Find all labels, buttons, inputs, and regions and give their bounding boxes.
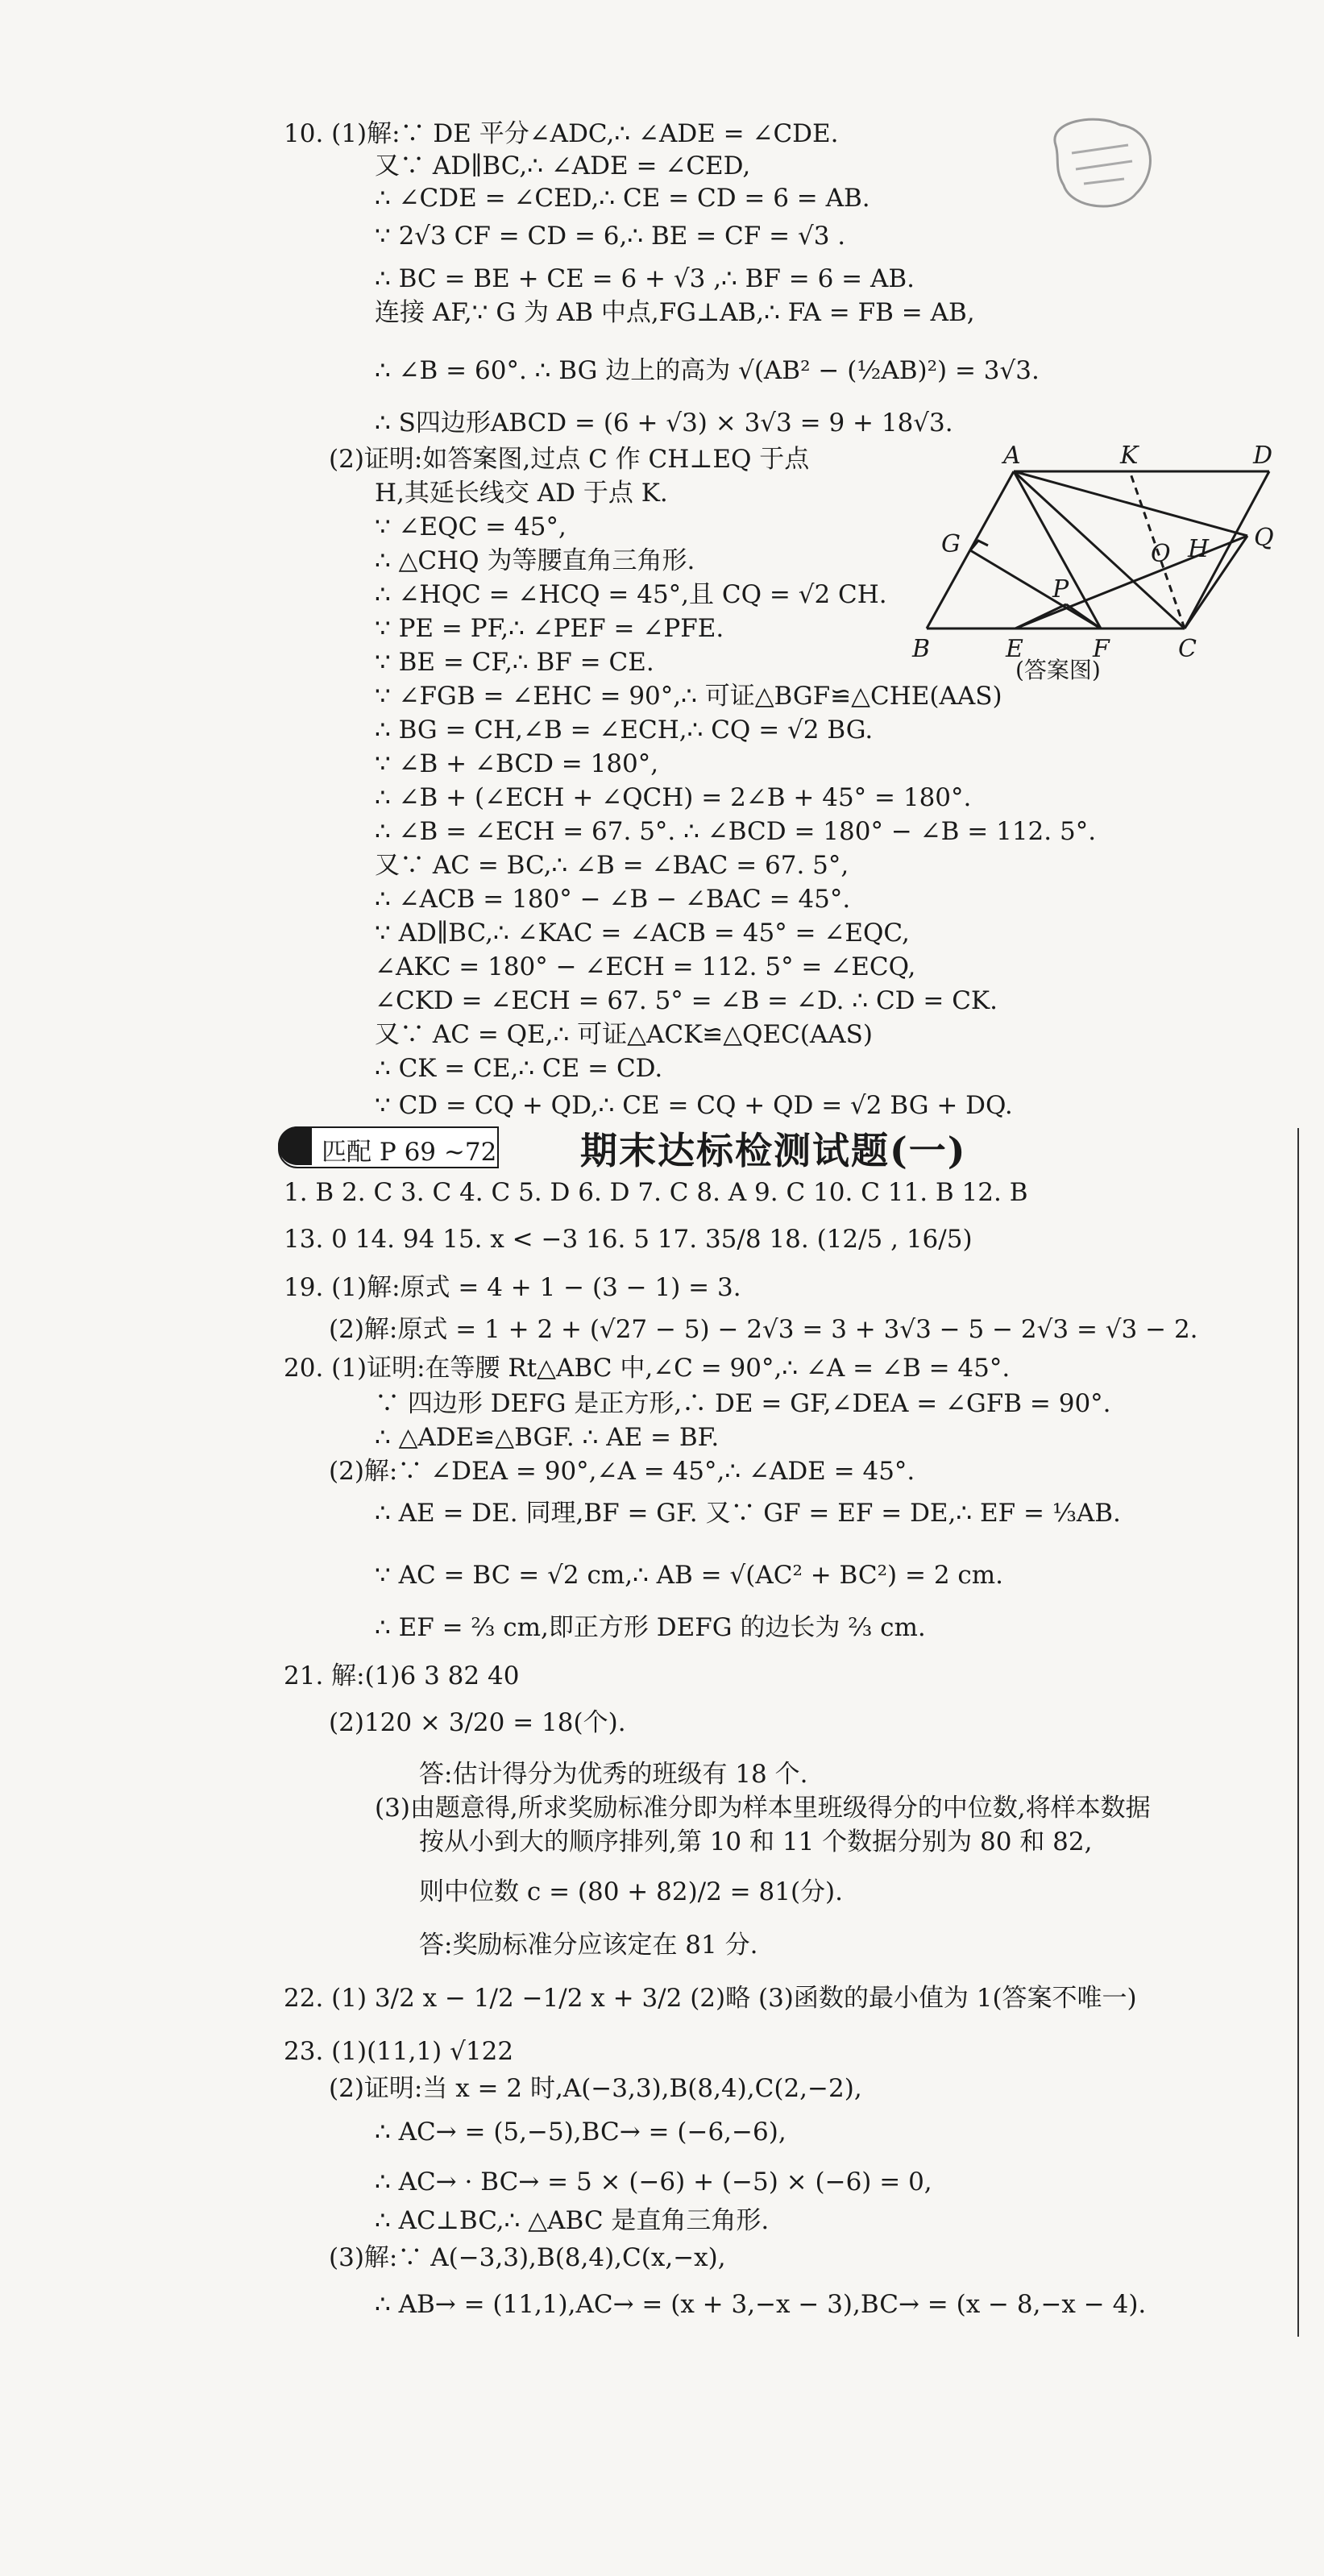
text-line: ∴ CK = CE,∴ CE = CD. [375, 1054, 663, 1083]
text-line: (2)证明:当 x = 2 时,A(−3,3),B(8,4),C(2,−2), [329, 2074, 862, 2103]
text-line: 19. (1)解:原式 = 4 + 1 − (3 − 1) = 3. [284, 1273, 741, 1302]
text-line: ∴ BG = CH,∠B = ∠ECH,∴ CQ = √2 BG. [375, 716, 874, 745]
text-line: ∴ ∠ACB = 180° − ∠B − ∠BAC = 45°. [375, 885, 851, 914]
text-line: ∵ ∠B + ∠BCD = 180°, [375, 749, 659, 778]
figure-label: F [1093, 635, 1110, 663]
text-line: (3)由题意得,所求奖励标准分即为样本里班级得分的中位数,将样本数据 [375, 1794, 1151, 1823]
text-line: ∴ AC⊥BC,∴ △ABC 是直角三角形. [375, 2206, 770, 2235]
text-line: 23. (1)(11,1) √122 [284, 2037, 514, 2066]
figure-caption: (答案图) [1015, 657, 1101, 681]
text-line: (2)解:原式 = 1 + 2 + (√27 − 5) − 2√3 = 3 + 3√3 − 5 − 2√3 = √3 − 2. [329, 1315, 1198, 1344]
figure-label: C [1178, 635, 1197, 663]
stamp-logo [1040, 113, 1160, 218]
text-line: 20. (1)证明:在等腰 Rt△ABC 中,∠C = 90°,∴ ∠A = ∠B = 45°. [284, 1354, 1011, 1383]
text-line: 又∵ AD∥BC,∴ ∠ADE = ∠CED, [375, 151, 751, 180]
figure-label: K [1120, 442, 1139, 470]
figure-label: H [1188, 535, 1210, 563]
text-line: ∠AKC = 180° − ∠ECH = 112. 5° = ∠ECQ, [375, 952, 916, 981]
text-line: H,其延长线交 AD 于点 K. [375, 479, 668, 508]
text-line: ∴ AE = DE. 同理,BF = GF. 又∵ GF = EF = DE,∴ EF = ⅓AB. [375, 1499, 1121, 1528]
text-line: ∵ 2√3 CF = CD = 6,∴ BE = CF = √3 . [375, 222, 846, 251]
text-line: ∴ ∠B + (∠ECH + ∠QCH) = 2∠B + 45° = 180°. [375, 783, 972, 812]
text-line: ∴ BC = BE + CE = 6 + √3 ,∴ BF = 6 = AB. [375, 264, 915, 293]
text-line: (3)解:∵ A(−3,3),B(8,4),C(x,−x), [329, 2243, 726, 2272]
figure-label: O [1151, 540, 1171, 568]
figure-label: D [1253, 442, 1273, 470]
text-line: ∵ AD∥BC,∴ ∠KAC = ∠ACB = 45° = ∠EQC, [375, 919, 910, 948]
text-line: 连接 AF,∵ G 为 AB 中点,FG⊥AB,∴ FA = FB = AB, [375, 298, 975, 327]
section-tag [278, 1126, 499, 1168]
text-line: ∵ ∠FGB = ∠EHC = 90°,∴ 可证△BGF≌△CHE(AAS) [375, 682, 1002, 711]
text-line: ∵ PE = PF,∴ ∠PEF = ∠PFE. [375, 614, 724, 643]
text-line: ∵ CD = CQ + QD,∴ CE = CQ + QD = √2 BG + DQ. [375, 1091, 1013, 1120]
text-line: ∴ ∠B = ∠ECH = 67. 5°. ∴ ∠BCD = 180° − ∠B = 112. 5°. [375, 817, 1097, 846]
section-tag-pill [278, 1126, 312, 1165]
section-title: 期末达标检测试题(一) [580, 1129, 967, 1172]
text-line: 10. (1)解:∵ DE 平分∠ADC,∴ ∠ADE = ∠CDE. [284, 119, 839, 148]
section-tag-text: 匹配 P 69 ~72 [322, 1138, 497, 1167]
text-line: ∴ △CHQ 为等腰直角三角形. [375, 546, 695, 575]
text-line: 21. 解:(1)6 3 82 40 [284, 1661, 520, 1690]
text-line: 答:奖励标准分应该定在 81 分. [419, 1931, 758, 1960]
text-line: ∴ AB→ = (11,1),AC→ = (x + 3,−x − 3),BC→ = (x − 8,−x − 4). [375, 2290, 1147, 2319]
text-line: 又∵ AC = QE,∴ 可证△ACK≌△QEC(AAS) [375, 1020, 874, 1049]
text-line: (2)证明:如答案图,过点 C 作 CH⊥EQ 于点 [329, 445, 810, 474]
text-line: ∴ ∠HQC = ∠HCQ = 45°,且 CQ = √2 CH. [375, 580, 887, 609]
text-line: (2)120 × 3/20 = 18(个). [329, 1708, 626, 1737]
text-line: 13. 0 14. 94 15. x < −3 16. 5 17. 35/8 18. (12/5 , 16/5) [284, 1225, 973, 1254]
text-line: 按从小到大的顺序排列,第 10 和 11 个数据分别为 80 和 82, [419, 1827, 1093, 1856]
figure-label: A [1003, 442, 1021, 470]
text-line: 又∵ AC = BC,∴ ∠B = ∠BAC = 67. 5°, [375, 851, 849, 880]
text-line: ∴ △ADE≌△BGF. ∴ AE = BF. [375, 1423, 720, 1452]
text-line: ∴ AC→ · BC→ = 5 × (−6) + (−5) × (−6) = 0, [375, 2167, 932, 2196]
figure-label: G [941, 530, 961, 558]
text-line: ∴ EF = ⅔ cm,即正方形 DEFG 的边长为 ⅔ cm. [375, 1613, 926, 1642]
answer-figure [894, 439, 1281, 681]
figure-label: B [912, 635, 931, 663]
text-line: ∵ ∠EQC = 45°, [375, 512, 567, 541]
figure-label: E [1006, 635, 1023, 663]
text-line: 22. (1) 3/2 x − 1/2 −1/2 x + 3/2 (2)略 (3)函数的最小值为 1(答案不唯一) [284, 1984, 1137, 2013]
text-line: 则中位数 c = (80 + 82)/2 = 81(分). [419, 1877, 844, 1906]
text-line: 1. B 2. C 3. C 4. C 5. D 6. D 7. C 8. A 9. C 10. C 11. B 12. B [284, 1178, 1028, 1207]
text-line: ∴ ∠B = 60°. ∴ BG 边上的高为 √(AB² − (½AB)²) = 3√3. [375, 356, 1040, 385]
text-line: ∠CKD = ∠ECH = 67. 5° = ∠B = ∠D. ∴ CD = CK. [375, 986, 998, 1015]
margin-rule [1297, 1128, 1299, 2337]
text-line: ∵ 四边形 DEFG 是正方形,∴ DE = GF,∠DEA = ∠GFB = 90°. [375, 1389, 1111, 1418]
text-line: ∵ AC = BC = √2 cm,∴ AB = √(AC² + BC²) = 2 cm. [375, 1561, 1004, 1590]
text-line: (2)解:∵ ∠DEA = 90°,∠A = 45°,∴ ∠ADE = 45°. [329, 1457, 915, 1486]
text-line: 答:估计得分为优秀的班级有 18 个. [419, 1760, 808, 1789]
text-line: ∴ AC→ = (5,−5),BC→ = (−6,−6), [375, 2118, 787, 2147]
text-line: ∴ ∠CDE = ∠CED,∴ CE = CD = 6 = AB. [375, 184, 870, 213]
figure-label: Q [1254, 524, 1274, 552]
text-line: ∴ S四边形ABCD = (6 + √3) × 3√3 = 9 + 18√3. [375, 409, 953, 438]
text-line: ∵ BE = CF,∴ BF = CE. [375, 648, 654, 677]
figure-label: P [1052, 575, 1069, 604]
